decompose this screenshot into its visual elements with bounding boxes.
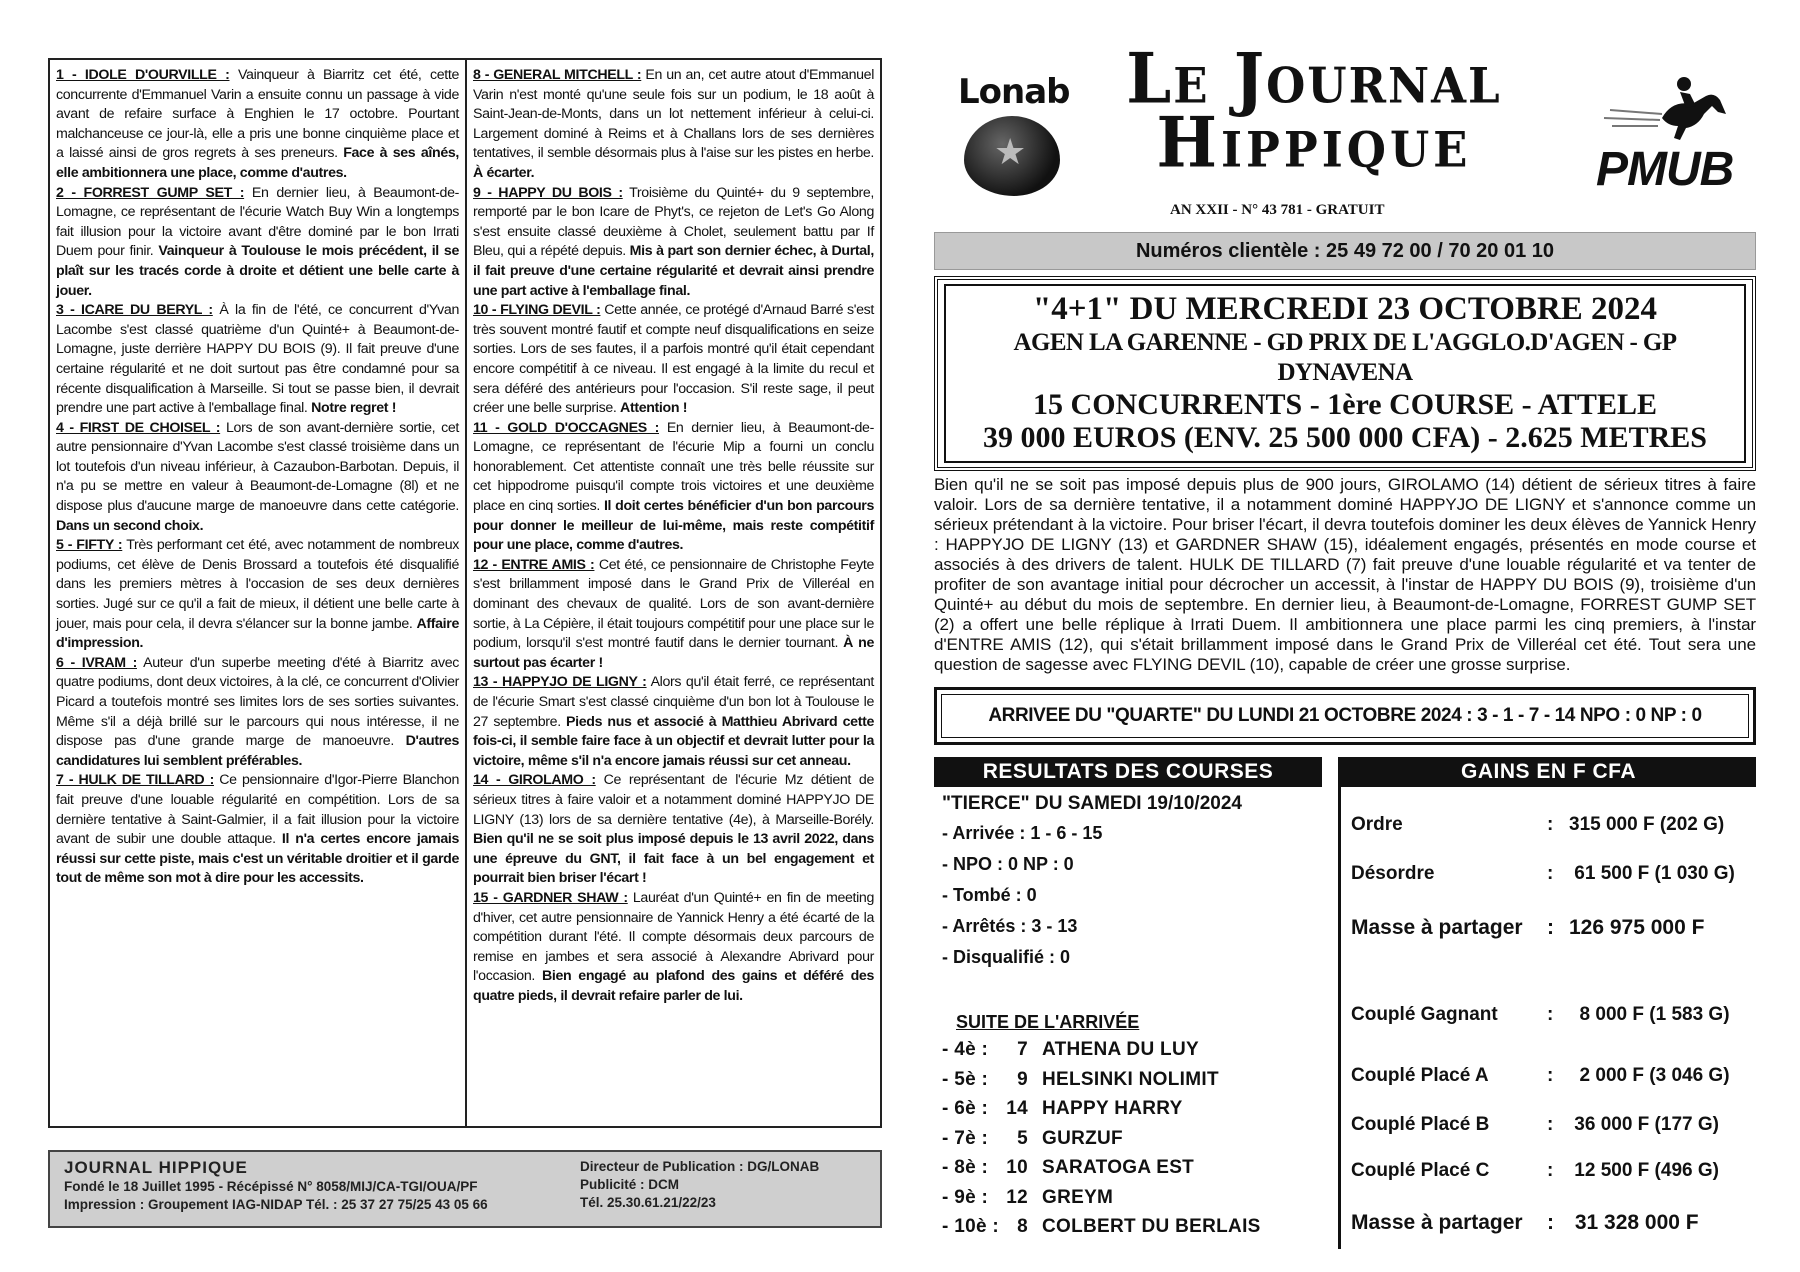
gain-value: 8 000 F (1 583 G) [1569, 1004, 1730, 1026]
horse-verdict: Pieds nus et associé à Matthieu Abrivard cette fois-ci, il semble faire face à un objectif et devrait lutter pour la victoire, même s'il n'a encore jamais réussi sur cet anneau. [473, 713, 874, 769]
horse-comment [473, 556, 874, 674]
horse-text: Ce représentant de l'écurie Mz détient de sérieux titres à faire valoir et a notamment dominé HAPPYJO DE LIGNY (13) lors de sa dernière tentative (4e), à Marseille-Borély. [473, 772, 874, 828]
suite-row [942, 1187, 1322, 1217]
lonab-logo: Lonab ★ [958, 62, 1068, 192]
horse-verdict: À ne surtout pas écarter ! [473, 635, 874, 671]
horse-text: Auteur d'un superbe meeting d'été à Biarritz avec quatre podiums, dont deux victoires, à la clé, ce concurrent d'Olivier Picard a toutefois montré ses limites lors de ses sorties suivantes. Même s'il a déjà brillé sur le parcours qui nous intéresse, il ne dispose pas d'une grande marge de manoeuvre. [56, 654, 460, 750]
horse-text: Très performant cet été, avec notamment de nombreux podiums, cet élève de Denis Brossard a toutefois été disqualifié dans les premiers mètres à l'occasion de ses deux dernières sorties. Jugé sur ce qu'il a fait de mieux, il détient une belle carte à jouer, mais pour cela, il devra s'élancer sur la bonne jambe. [56, 537, 459, 632]
horse-comment [473, 301, 874, 419]
horse-text: À la fin de l'été, ce concurrent d'Yvan Lacombe s'est classé quatrième d'un Quinté+ à Beaumont-de-Lomagne, juste derrière HAPPY DU BOIS (9). Il fait preuve d'une certaine régularité et ne doit surtout pas être condamné pour sa récente disqualification à Marseille. Si tout se passe bien, il devrait prendre une part active à l'emballage final. [56, 302, 459, 417]
horse-text: En dernier lieu, à Beaumont-de-Lomagne, ce représentant de l'écurie Mip a fourni un conclu honorablement. Cet attentiste connaît une très belle réussite sur cet hippodrome puisqu'il compte trois victoires et une deuxième place en cinq sorties. [473, 419, 874, 515]
pmub-logo: PMUB [1562, 70, 1752, 200]
gain-row [1351, 1197, 1756, 1249]
horse-verdict: D'autres candidatures lui semblent préférables. [56, 733, 459, 769]
tierce-title: "TIERCE" DU SAMEDI 19/10/2024 [942, 793, 1242, 815]
gain-label: Ordre [1351, 814, 1403, 836]
suite-number: 7 [1017, 1039, 1028, 1061]
gain-colon: : [1547, 1211, 1554, 1235]
horse-verdict: Il doit certes bénéficier d'un bon parcours pour donner le meilleur de lui-même, mais reste compétitif pour une place, comme d'autres. [473, 498, 875, 554]
suite-horse-name: GURZUF [1042, 1127, 1123, 1149]
gain-colon: : [1547, 863, 1554, 885]
horse-comment [56, 301, 459, 419]
horse-title: 8 - GENERAL MITCHELL : [473, 67, 642, 83]
horse-text: Cet été, ce pensionnaire de Christophe Feyte s'est brillamment imposé dans le Grand Prix de Villeréal en dominant des chevaux de qualité. Lors de son avant-dernière sortie, à La Cépière, il était toujours compétitif pour une place sur le podium, lorsqu'il s'est montré fautif dans le dernier tournant. [473, 556, 874, 652]
horse-comment [56, 654, 459, 772]
gains-header: GAINS EN F CFA [1341, 757, 1756, 787]
gain-row [1351, 1149, 1756, 1193]
quarte-arrival: ARRIVEE DU "QUARTE" DU LUNDI 21 OCTOBRE 2024 : 3 - 1 - 7 - 14 NPO : 0 NP : 0 [934, 687, 1756, 745]
horse-rider-icon [1602, 70, 1732, 150]
race-results [934, 757, 1322, 1249]
horse-title: 14 - GIROLAMO : [473, 772, 596, 789]
horse-title: 12 - ENTRE AMIS : [473, 556, 595, 573]
suite-row [942, 1157, 1322, 1187]
horse-title: 13 - HAPPYJO DE LIGNY : [473, 674, 647, 691]
suite-rank: - 6è : [942, 1098, 989, 1120]
race-entrants: 15 CONCURRENTS - 1ère COURSE - ATTELE [1033, 387, 1657, 421]
result-line: - NPO : 0 NP : 0 [942, 854, 1074, 875]
gain-label: Masse à partager [1351, 916, 1523, 940]
footer-advertising: Publicité : DCM [580, 1177, 680, 1193]
footer-founded: Fondé le 18 Juillet 1995 - Récépissé N° 8058/MIJ/CA-TGI/OUA/PF [64, 1179, 478, 1194]
suite-rank: - 4è : [942, 1039, 989, 1061]
horse-title: 7 - HULK DE TILLARD : [56, 772, 214, 789]
suite-horse-name: COLBERT DU BERLAIS [1042, 1216, 1261, 1238]
left-page [48, 58, 882, 1228]
suite-number: 9 [1017, 1068, 1028, 1090]
horse-comment [56, 536, 459, 654]
gain-value: 2 000 F (3 046 G) [1569, 1065, 1730, 1087]
race-purse: 39 000 EUROS (ENV. 25 500 000 CFA) - 2.625 METRES [983, 421, 1707, 455]
suite-row [942, 1216, 1322, 1246]
star-icon: ★ [994, 131, 1027, 172]
horse-text: En dernier lieu, à Beaumont-de-Lomagne, ce représentant de l'écurie Watch Buy Win a longtemps fait illusion pour la victoire avant d'être dominé par le bon Irrati Duem pour finir. [56, 184, 459, 260]
horse-verdict: À écarter. [473, 164, 535, 181]
horse-verdict: Vainqueur à Toulouse le mois précédent, il se plaît sur les tracés corde à droite et détient une belle carte à jouer. [56, 243, 459, 299]
horse-comment [473, 889, 874, 1007]
gain-colon: : [1547, 814, 1554, 836]
race-date: "4+1" DU MERCREDI 23 OCTOBRE 2024 [1032, 291, 1658, 327]
edition-number: AN XXII - N° 43 781 - GRATUIT [1170, 202, 1385, 218]
gain-label: Désordre [1351, 863, 1435, 885]
horse-title: 9 - HAPPY DU BOIS : [473, 184, 623, 201]
comments-column-1 [50, 60, 465, 1126]
gain-row [1351, 1101, 1756, 1149]
horse-text: Troisième du Quinté+ du 9 septembre, remporté par le bon Icare de Phyt's, ce rejeton de Let's Go Along s'est ensuite classé deuxième à Cholet, seulement battu par If Bleu, qui a répété depuis. [473, 184, 874, 260]
horse-title: 6 - IVRAM : [56, 654, 137, 671]
horse-title: 4 - FIRST DE CHOISEL : [56, 419, 221, 436]
horse-text: Lauréat d'un Quinté+ en fin de meeting d'hiver, cet autre pensionnaire de Yannick Henry a été écarté de la compétition durant l'été. Il compte désormais deux parcours de remise en jambes et sera associé à Alexandre Abrivard pour l'occasion. [473, 889, 874, 985]
suite-row [942, 1128, 1322, 1158]
suite-horse-name: ATHENA DU LUY [1042, 1039, 1199, 1061]
footer-title: JOURNAL HIPPIQUE [64, 1158, 248, 1177]
horse-comment [473, 184, 874, 302]
suite-rank: - 5è : [942, 1068, 989, 1090]
gain-colon: : [1547, 1004, 1554, 1026]
horse-verdict: Attention ! [620, 400, 688, 417]
race-summary: Bien qu'il ne se soit pas imposé depuis plus de 900 jours, GIROLAMO (14) détient de sérieux titres à faire valoir. Lors de sa dernière tentative, il a notamment dominé HAPPYJO DE LIGNY et s'annonce comme un sérieux prétendant à la victoire. Pour briser l'écart, il devra toutefois dominer les deux élèves de Yannick Henry : HAPPYJO DE LIGNY (13) et GARDNER SHAW (15), idéalement engagés, présentés en mode course et associés à des drivers de talent. HULK DE TILLARD (7) fait preuve d'une louable régularité et va tenter de profiter de son avantage initial pour décrocher un accessit, à l'instar de HAPPY DU BOIS (9), troisième d'un Quinté+ au début du mois de septembre. En dernier lieu, à Beaumont-de-Lomagne, FORREST GUMP SET (2) a offert une belle réplique à Irrati Duem. Il ambitionnera une place parmi les cinq premiers, à l'instar d'ENTRE AMIS (12), qui s'était brillamment imposé dans le Grand Prix de Villeréal cet été. Tout sera une question de sagesse avec FLYING DEVIL (10), capable de créer une grosse surprise. [934, 474, 1756, 675]
race-header [934, 276, 1756, 471]
horse-verdict: Bien engagé au plafond des gains et déféré des quatre pieds, il devrait refaire parler de lui. [473, 968, 874, 1004]
horse-comment [473, 419, 874, 556]
gain-label: Couplé Gagnant [1351, 1004, 1498, 1026]
suite-horse-name: HELSINKI NOLIMIT [1042, 1068, 1219, 1090]
horse-text: Ce pensionnaire d'Igor-Pierre Blanchon fait preuve d'une louable régularité en compétition. Lors de sa dernière tentative à Saint-Galmier, il a fait illusion pour la victoire avant de subir une double attaque. [56, 772, 459, 848]
horse-title: 10 - FLYING DEVIL : [473, 302, 601, 319]
gain-row [1351, 897, 1756, 959]
gain-value: 12 500 F (496 G) [1569, 1160, 1719, 1182]
horse-title: 1 - IDOLE D'OURVILLE : [56, 67, 230, 83]
horse-comment [473, 771, 874, 889]
gain-label: Masse à partager [1351, 1211, 1523, 1235]
horse-text: Lors de son avant-dernière sortie, cet autre pensionnaire d'Yvan Lacombe s'est classé troisième dans un lot toutefois d'un niveau inférieur, à Cazaubon-Barbotan. Depuis, il n'a pu se mettre en valeur à Beaumont-de-Lomagne (8l) et ne dispose plus d'aucune marge de manoeuvre dans cette catégorie. [56, 419, 459, 515]
horse-title: 5 - FIFTY : [56, 537, 123, 554]
results-header: RESULTATS DES COURSES [934, 757, 1322, 787]
masthead [934, 40, 1756, 228]
horse-comment [56, 66, 459, 184]
suite-number: 8 [1017, 1216, 1028, 1238]
race-venue: AGEN LA GARENNE - GD PRIX DE L'AGGLO.D'AGEN - GP DYNAVENA [1013, 328, 1677, 386]
gain-label: Couplé Placé A [1351, 1065, 1489, 1087]
suite-number: 10 [1006, 1157, 1028, 1179]
suite-rank: - 8è : [942, 1157, 989, 1179]
footer-printing: Impression : Groupement IAG-NIDAP Tél. : 25 37 27 75/25 43 05 66 [64, 1197, 488, 1213]
suite-horse-name: SARATOGA EST [1042, 1157, 1195, 1179]
journal-title: Le Journal Hippique [1126, 38, 1502, 184]
horse-text: Alors qu'il était ferré, ce représentant de l'écurie Smart s'est classé cinquième d'un bon lot à Toulouse le 27 septembre. [473, 674, 874, 730]
horse-text: En un an, cet autre atout d'Emmanuel Varin n'est monté qu'une seule fois sur un podium, le 18 août à Saint-Jean-de-Monts, dans un lot nettement inférieur à celui-ci. Largement dominé à Reims et à Challans lors de ses dernières tentatives, il semble désormais plus à l'aise sur les pistes en herbe. [473, 67, 874, 162]
horse-text: Cette année, ce protégé d'Arnaud Barré s'est très souvent montré fautif et compte neuf disqualifications en seize sorties. Lors de ses fautes, il a parfois montré qu'il était cependant encore compétitif à ce niveau. Il est engagé à la limite du recul et sera déféré des antérieurs pour l'occasion. S'il reste sage, il peut créer une belle surprise. [473, 302, 874, 417]
gain-row [1351, 799, 1756, 851]
horse-comments [48, 58, 882, 1128]
gains-table [1338, 757, 1756, 1249]
horse-comment [56, 771, 459, 889]
suite-number: 5 [1017, 1127, 1028, 1149]
gain-value: 31 328 000 F [1569, 1211, 1699, 1235]
horse-verdict: Affaire d'impression. [56, 615, 459, 652]
horse-verdict: Face à ses aînés, elle ambitionnera une place, comme d'autres. [56, 145, 459, 181]
result-line: - Arrêtés : 3 - 13 [942, 916, 1078, 937]
horse-verdict: Mis à part son dernier échec, à Durtal, il fait preuve d'une certaine régularité et devrait ainsi prendre une part active à l'emballage final. [473, 243, 874, 299]
horse-verdict: Bien qu'il ne se soit plus imposé depuis le 13 avril 2022, dans une épreuve du GNT, il fait face à un bel engagement et pourrait bien briser l'écart ! [473, 831, 874, 887]
suite-rank: - 9è : [942, 1186, 989, 1208]
gain-row [1351, 979, 1756, 1051]
right-page [934, 40, 1756, 1249]
suite-horse-name: GREYM [1042, 1186, 1114, 1208]
horse-verdict: Il n'a certes encore jamais réussi sur cette piste, mais c'est un véritable droitier et il garde tout de même son mot à dire pour les accessits. [56, 831, 459, 887]
gain-value: 126 975 000 F [1569, 916, 1705, 940]
footer-phone: Tél. 25.30.61.21/22/23 [580, 1195, 716, 1211]
horse-title: 3 - ICARE DU BERYL : [56, 302, 213, 319]
horse-verdict: Dans un second choix. [56, 517, 204, 534]
comments-column-2 [465, 60, 880, 1126]
client-numbers: Numéros clientèle : 25 49 72 00 / 70 20 01 10 [934, 232, 1756, 270]
gain-row [1351, 1051, 1756, 1101]
results-section [934, 757, 1756, 1249]
gain-colon: : [1547, 1065, 1554, 1087]
horse-verdict: Notre regret ! [311, 400, 397, 417]
gain-value: 61 500 F (1 030 G) [1569, 863, 1735, 885]
horse-comment [56, 184, 459, 302]
result-line: - Tombé : 0 [942, 885, 1037, 906]
suite-row [942, 1069, 1322, 1099]
suite-number: 12 [1006, 1186, 1028, 1208]
suite-number: 14 [1006, 1098, 1028, 1120]
suite-row [942, 1098, 1322, 1128]
horse-title: 11 - GOLD D'OCCAGNES : [473, 419, 659, 436]
horse-title: 15 - GARDNER SHAW : [473, 889, 628, 906]
horse-title: 2 - FORREST GUMP SET : [56, 184, 245, 201]
horse-comment [473, 66, 874, 184]
gain-colon: : [1547, 916, 1554, 940]
suite-row [942, 1039, 1322, 1069]
publication-footer [48, 1150, 882, 1228]
gain-label: Couplé Placé C [1351, 1160, 1490, 1182]
horse-comment [56, 419, 459, 537]
suite-title: SUITE DE L'ARRIVÉE [956, 1012, 1140, 1033]
gain-row [1351, 851, 1756, 897]
horse-text: Vainqueur à Biarritz cet été, cette concurrente d'Emmanuel Varin a ensuite connu un passage à vide avant de refaire surface à Enghien le 17 octobre. Pourtant malchanceuse ce jour-là, elle a pris une bonne cinquième place et a laissé ainsi de gros regrets à ses preneurs. [56, 67, 459, 162]
horse-comment [473, 673, 874, 771]
result-line: - Disqualifié : 0 [942, 947, 1071, 968]
gain-value: 315 000 F (202 G) [1569, 814, 1725, 836]
suite-rank: - 7è : [942, 1127, 989, 1149]
suite-horse-name: HAPPY HARRY [1042, 1098, 1183, 1120]
gain-value: 36 000 F (177 G) [1569, 1114, 1719, 1136]
gain-label: Couplé Placé B [1351, 1114, 1490, 1136]
result-line: - Arrivée : 1 - 6 - 15 [942, 823, 1103, 844]
suite-rank: - 10è : [942, 1216, 1000, 1238]
gain-colon: : [1547, 1160, 1554, 1182]
footer-director: Directeur de Publication : DG/LONAB [580, 1159, 820, 1174]
gain-colon: : [1547, 1114, 1554, 1136]
